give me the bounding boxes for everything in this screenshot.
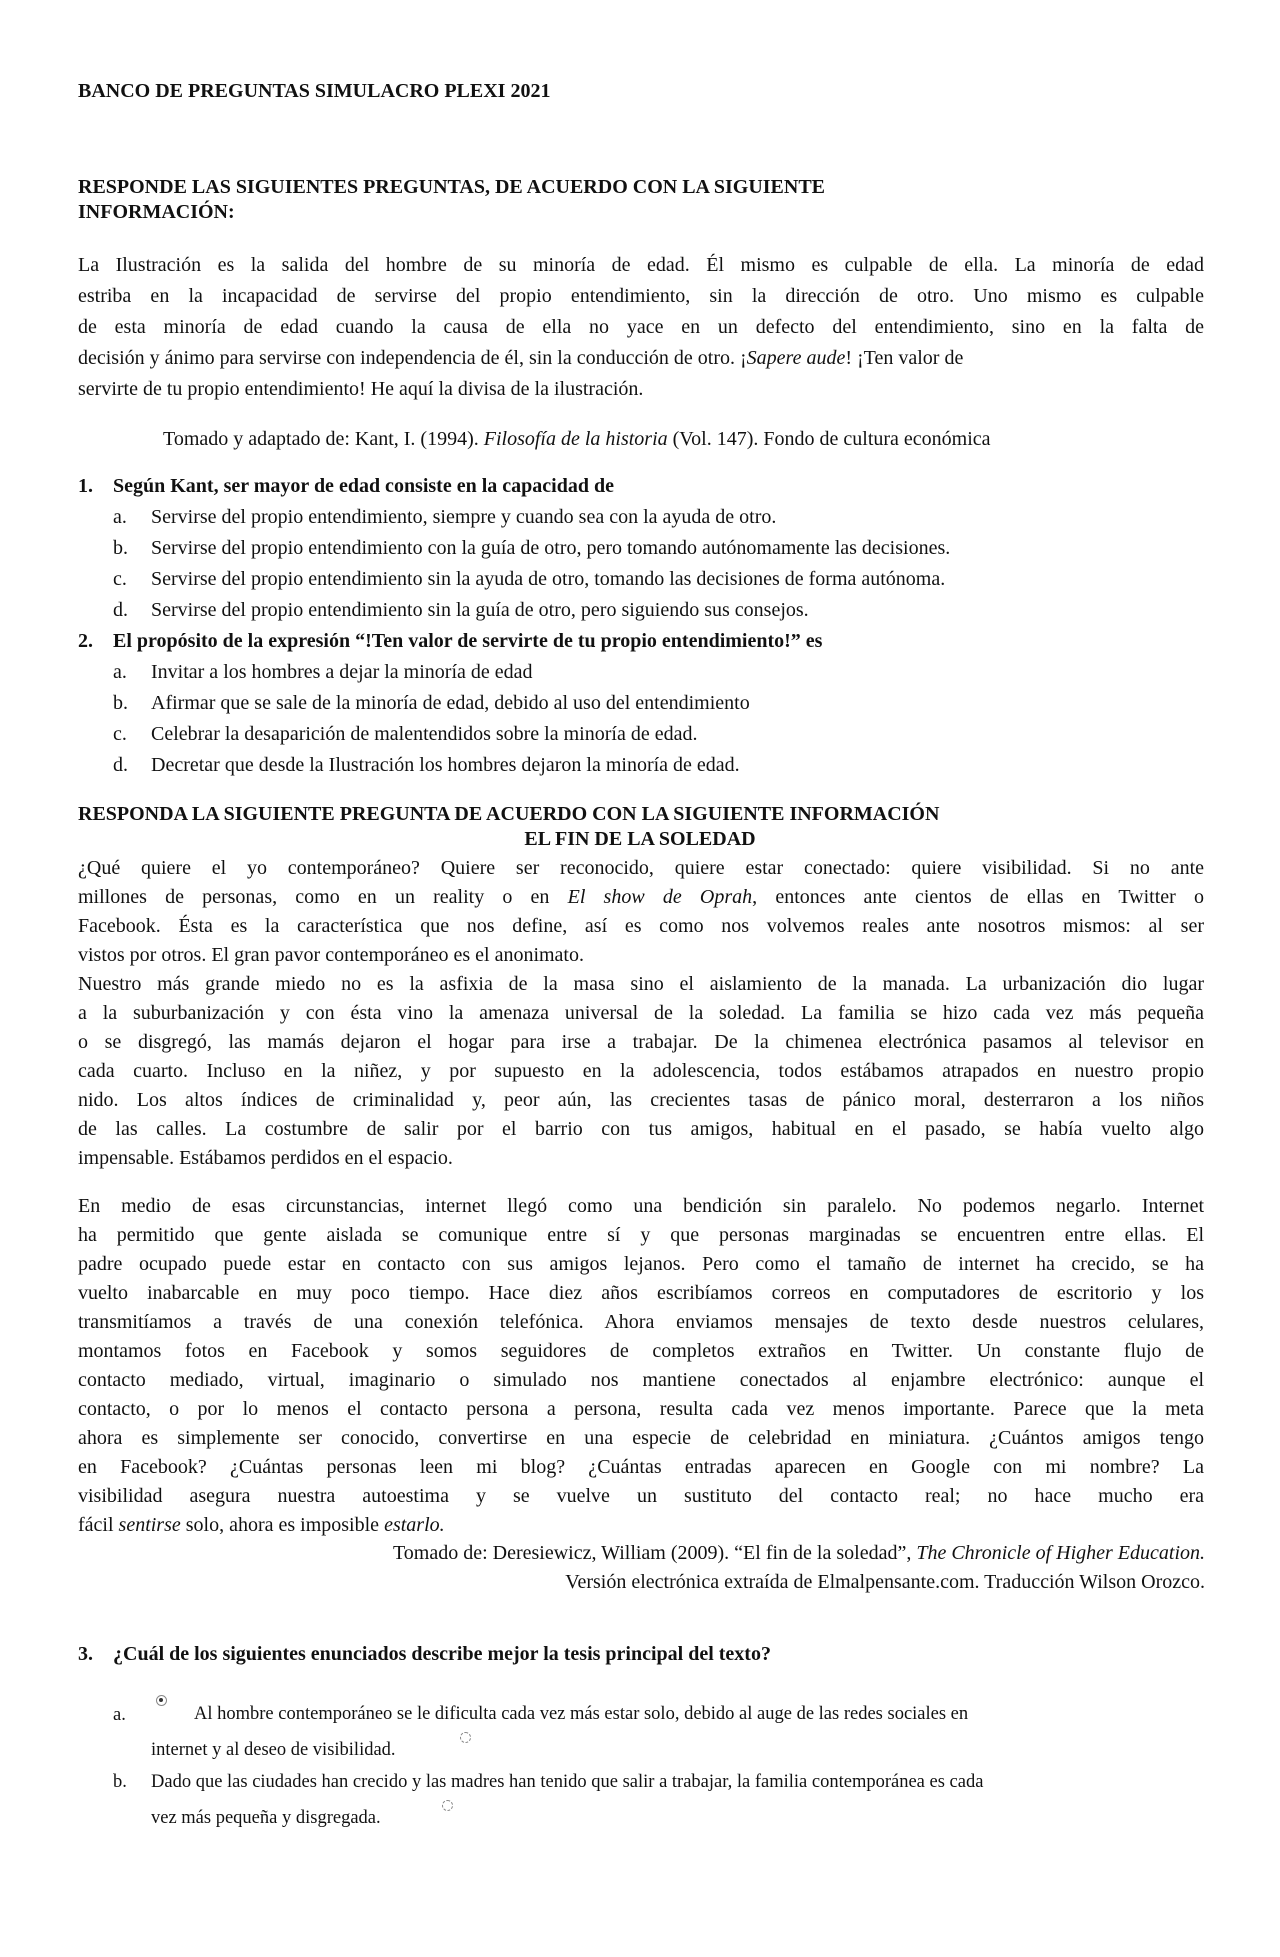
option-text[interactable]: Servirse del propio entendimiento sin la ayuda de otro, tomando las decisiones de forma autónoma. (151, 568, 946, 590)
option-letter: b. (113, 1772, 127, 1792)
option-letter: a. (113, 661, 127, 683)
option-text[interactable]: vez más pequeña y disgregada. (151, 1808, 381, 1828)
text-span: ! ¡Ten valor de (845, 347, 964, 369)
question-number: 1. (78, 475, 93, 497)
option-text[interactable]: Dado que las ciudades han crecido y las madres han tenido que salir a trabajar, la familia contemporánea es cada (151, 1772, 984, 1792)
kant-source-citation (163, 428, 991, 451)
text-span: solo, ahora es imposible (180, 1514, 385, 1536)
paragraph-line: ¿Qué quiere el yo contemporáneo? Quiere ser reconocido, quiere estar conectado: quiere visibilidad. Si no ante (78, 857, 1204, 879)
soledad-source-line1 (393, 1542, 1205, 1565)
option-text[interactable]: Decretar que desde la Ilustración los hombres dejaron la minoría de edad. (151, 754, 740, 776)
option-letter: a. (113, 506, 127, 528)
paragraph-line: cada cuarto. Incluso en la niñez, y por supuesto en la adolescencia, todos estábamos atrapados en nuestro propio (78, 1060, 1204, 1082)
paragraph-line: vuelto inabarcable en muy poco tiempo. Hace diez años escribíamos correos en computadores de escritorio y los (78, 1282, 1204, 1304)
question-stem: El propósito de la expresión “!Ten valor de servirte de tu propio entendimiento!” es (113, 630, 823, 652)
text-span: fácil (78, 1514, 119, 1536)
option-text[interactable]: Invitar a los hombres a dejar la minoría de edad (151, 661, 533, 683)
paragraph-line: Nuestro más grande miedo no es la asfixia de la masa sino el aislamiento de la manada. La urbanización dio lugar (78, 973, 1204, 995)
paragraph-line: visibilidad asegura nuestra autoestima y se vuelve un sustituto del contacto real; no hace mucho era (78, 1485, 1204, 1507)
option-text[interactable]: Servirse del propio entendimiento, siempre y cuando sea con la ayuda de otro. (151, 506, 777, 528)
question-number: 2. (78, 630, 93, 652)
paragraph-line: contacto, o por lo menos el contacto persona a persona, resulta cada vez menos importante. Parece que la meta (78, 1398, 1204, 1420)
radio-button[interactable] (460, 1732, 471, 1743)
paragraph-line: impensable. Estábamos perdidos en el espacio. (78, 1147, 453, 1169)
section2-heading: RESPONDA LA SIGUIENTE PREGUNTA DE ACUERDO CON LA SIGUIENTE INFORMACIÓN (78, 803, 940, 825)
option-letter: d. (113, 754, 128, 776)
section2-title: EL FIN DE LA SOLEDAD (524, 828, 756, 850)
paragraph-line: ahora es simplemente ser conocido, convertirse en una especie de celebridad en miniatura. ¿Cuántos amigos tengo (78, 1427, 1204, 1449)
option-text[interactable]: Servirse del propio entendimiento sin la guía de otro, pero siguiendo sus consejos. (151, 599, 809, 621)
paragraph-line: transmitíamos a través de una conexión telefónica. Ahora enviamos mensajes de texto desde nuestros celulares, (78, 1311, 1204, 1333)
italic-title: The Chronicle of Higher Education. (916, 1542, 1205, 1564)
paragraph-line: estriba en la incapacidad de servirse del propio entendimiento, sin la dirección de otro. Uno mismo es culpable (78, 285, 1204, 307)
italic-title: El show de Oprah (567, 886, 753, 908)
option-letter: c. (113, 723, 127, 745)
question-stem: Según Kant, ser mayor de edad consiste en la capacidad de (113, 475, 614, 497)
option-text[interactable]: Servirse del propio entendimiento con la guía de otro, pero tomando autónomamente las decisiones. (151, 537, 951, 559)
radio-button-selected[interactable] (156, 1695, 167, 1706)
option-letter: a. (113, 1705, 126, 1725)
document-title: BANCO DE PREGUNTAS SIMULACRO PLEXI 2021 (78, 80, 551, 102)
option-letter: b. (113, 692, 128, 714)
option-letter: d. (113, 599, 128, 621)
option-text[interactable]: Afirmar que se sale de la minoría de edad, debido al uso del entendimiento (151, 692, 750, 714)
paragraph-line: La Ilustración es la salida del hombre de su minoría de edad. Él mismo es culpable de ella. La minoría de edad (78, 254, 1204, 276)
question-stem: ¿Cuál de los siguientes enunciados describe mejor la tesis principal del texto? (113, 1643, 771, 1665)
paragraph-line (78, 886, 1204, 909)
italic-phrase: Sapere aude (746, 347, 846, 369)
paragraph-line: contacto mediado, virtual, imaginario o simulado nos mantiene conectados al enjambre electrónico: aunque el (78, 1369, 1204, 1391)
paragraph-line: montamos fotos en Facebook y somos seguidores de completos extraños en Twitter. Un constante flujo de (78, 1340, 1204, 1362)
paragraph-line: padre ocupado puede estar en contacto con sus amigos lejanos. Pero como el tamaño de internet ha crecido, se ha (78, 1253, 1204, 1275)
paragraph-line: En medio de esas circunstancias, internet llegó como una bendición sin paralelo. No podemos negarlo. Internet (78, 1195, 1204, 1217)
paragraph-line (78, 1514, 445, 1537)
text-span: , entonces ante cientos de ellas en Twitter o (752, 886, 1204, 908)
paragraph-line: Facebook. Ésta es la característica que nos define, así es como nos volvemos reales ante nosotros mismos: al ser (78, 915, 1204, 937)
italic-word: sentirse (118, 1514, 181, 1536)
option-text[interactable]: Al hombre contemporáneo se le dificulta cada vez más estar solo, debido al auge de las redes sociales en (194, 1704, 969, 1724)
text-span: decisión y ánimo para servirse con independencia de él, sin la conducción de otro. ¡ (78, 347, 747, 369)
paragraph-line: nido. Los altos índices de criminalidad y, peor aún, las crecientes tasas de pánico moral, desterraron a los niños (78, 1089, 1204, 1111)
italic-word: estarlo. (384, 1514, 445, 1536)
section1-heading-line2: INFORMACIÓN: (78, 201, 235, 223)
text-span: millones de personas, como en un reality o en (78, 886, 568, 908)
option-text[interactable]: internet y al deseo de visibilidad. (151, 1740, 396, 1760)
text-span: Tomado y adaptado de: Kant, I. (1994). (163, 428, 484, 450)
paragraph-line: vistos por otros. El gran pavor contemporáneo es el anonimato. (78, 944, 584, 966)
paragraph-line: ha permitido que gente aislada se comunique entre sí y que personas marginadas se encuentren entre ellas. El (78, 1224, 1204, 1246)
paragraph-line: a la suburbanización y con ésta vino la amenaza universal de la soledad. La familia se hizo cada vez más pequeña (78, 1002, 1204, 1024)
text-span: Tomado de: Deresiewicz, William (2009). “El fin de la soledad”, (392, 1542, 917, 1564)
paragraph-line: o se disgregó, las mamás dejaron el hogar para irse a trabajar. De la chimenea electrónica pasamos al televisor en (78, 1031, 1204, 1053)
text-span: (Vol. 147). Fondo de cultura económica (667, 428, 991, 450)
paragraph-line: de esta minoría de edad cuando la causa de ella no yace en un defecto del entendimiento, sino en la falta de (78, 316, 1204, 338)
paragraph-line: servirte de tu propio entendimiento! He aquí la divisa de la ilustración. (78, 378, 644, 400)
paragraph-line: en Facebook? ¿Cuántas personas leen mi blog? ¿Cuántas entradas aparecen en Google con mi nombre? La (78, 1456, 1204, 1478)
option-text[interactable]: Celebrar la desaparición de malentendidos sobre la minoría de edad. (151, 723, 698, 745)
paragraph-line: de las calles. La costumbre de salir por el barrio con tus amigos, habitual en el pasado, se había vuelto algo (78, 1118, 1204, 1140)
radio-button[interactable] (442, 1800, 453, 1811)
paragraph-line (78, 347, 963, 370)
option-letter: c. (113, 568, 127, 590)
question-number: 3. (78, 1643, 93, 1665)
section1-heading-line1: RESPONDE LAS SIGUIENTES PREGUNTAS, DE ACUERDO CON LA SIGUIENTE (78, 176, 826, 198)
italic-title: Filosofía de la historia (483, 428, 668, 450)
option-letter: b. (113, 537, 128, 559)
soledad-source-line2: Versión electrónica extraída de Elmalpensante.com. Traducción Wilson Orozco. (565, 1571, 1205, 1593)
